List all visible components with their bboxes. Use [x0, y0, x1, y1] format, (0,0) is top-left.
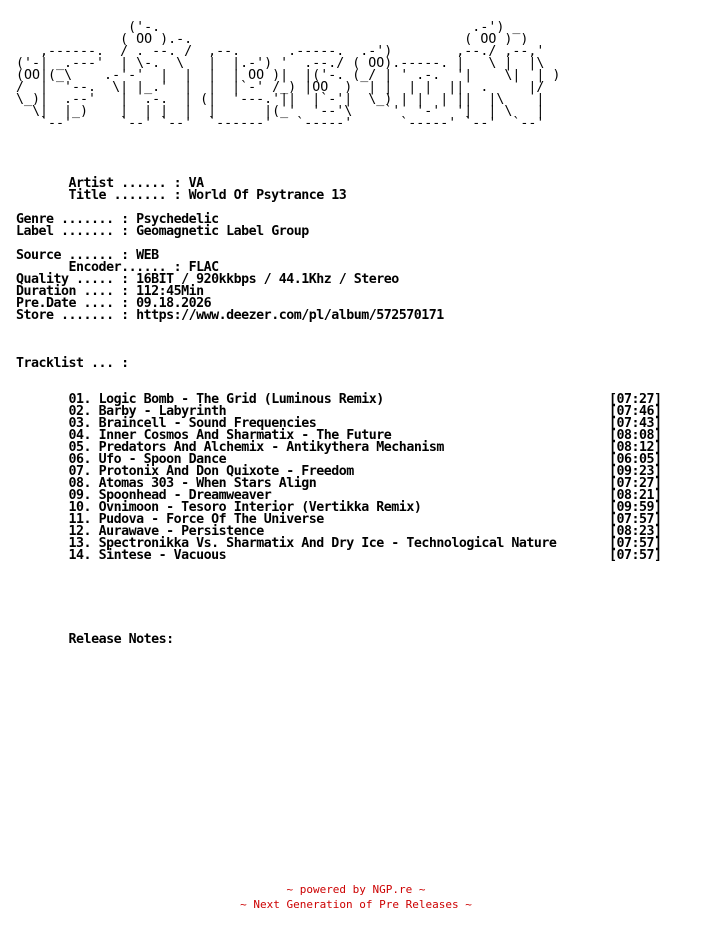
- track-number: 10.: [68, 500, 92, 515]
- track-duration: [07:43]: [608, 416, 662, 431]
- track-number: 02.: [68, 404, 92, 419]
- nfo-document: [16, 22, 662, 646]
- logo-line: \| |_) | | | | | |(_' '--'\ `' '-' '| | \ |: [16, 104, 545, 119]
- track-title: Protonix And Don Quixote - Freedom: [98, 464, 354, 479]
- duration-value: 112:45Min: [136, 284, 204, 299]
- quality-value: 16BIT / 920kkbps / 44.1Khz / Stereo: [136, 272, 399, 287]
- store-label: Store ....... :: [16, 308, 137, 323]
- track-title: Pudova - Force Of The Universe: [98, 512, 324, 527]
- ascii-logo: [16, 22, 662, 130]
- track-duration: [07:57]: [608, 512, 662, 527]
- track-number: 08.: [68, 476, 92, 491]
- track-number: 13.: [68, 536, 92, 551]
- track-title: Spectronikka Vs. Sharmatix And Dry Ice - Technological Nature: [98, 536, 557, 551]
- track-number: 09.: [68, 488, 92, 503]
- track-number: 01.: [68, 392, 92, 407]
- track-duration: [07:46]: [608, 404, 662, 419]
- track-title: Barby - Labyrinth: [98, 404, 227, 419]
- track-row: [16, 550, 662, 562]
- track-title: Aurawave - Persistence: [98, 524, 264, 539]
- logo-line: ('-| _.---' | \-. \ | |.-') ' .--./ ( OO).-----. | \ | |\: [16, 56, 545, 71]
- logo-line: ('-. .-') _: [16, 20, 521, 35]
- genre-value: Psychedelic: [136, 212, 219, 227]
- track-number: 06.: [68, 452, 92, 467]
- track-duration: [08:08]: [608, 428, 662, 443]
- artist-value: VA: [188, 176, 204, 191]
- track-number: 11.: [68, 512, 92, 527]
- track-number: 03.: [68, 416, 92, 431]
- track-title: Spoonhead - Dreamweaver: [98, 488, 272, 503]
- logo-line: / | '--. \| |_.' | | |`-' /_) |OO ) | | | | || . |/: [16, 80, 545, 95]
- source-value: WEB: [136, 248, 159, 263]
- release-info: [16, 178, 662, 322]
- predate-label: Pre.Date .... :: [16, 296, 137, 311]
- track-duration: [07:57]: [608, 548, 662, 563]
- artist-label: Artist ...... :: [16, 176, 189, 191]
- source-label: Source ...... :: [16, 248, 137, 263]
- label-value: Geomagnetic Label Group: [136, 224, 309, 239]
- powered-by-text: ~ powered by NGP.re ~: [286, 883, 426, 896]
- logo-line: `--' `--' `--' `------' `-----' `-----' `--' `--': [16, 116, 545, 131]
- footer: [0, 882, 712, 927]
- encoder-label: Encoder...... :: [16, 260, 189, 275]
- track-duration: [07:57]: [608, 536, 662, 551]
- track-number: 07.: [68, 464, 92, 479]
- track-duration: [09:23]: [608, 464, 662, 479]
- track-duration: [07:27]: [608, 476, 662, 491]
- track-title: Sintese - Vacuous: [98, 548, 227, 563]
- duration-label: Duration .... :: [16, 284, 137, 299]
- label-label: Label ....... :: [16, 224, 137, 239]
- logo-line: ( OO ).-. ( OO ) ): [16, 32, 529, 47]
- logo-line: \_)| .--' | .-. | (| '---.'|| |`-'| \_) | | | || |\ |: [16, 92, 545, 107]
- track-title: Ovnimoon - Tesoro Interior (Vertikka Remix): [98, 500, 422, 515]
- track-number: 14.: [68, 548, 92, 563]
- genre-label: Genre ....... :: [16, 212, 137, 227]
- logo-line: ,------. / . --. / ,--. .-----. .-') ,--./ ,--,': [16, 44, 545, 59]
- title-row: [16, 190, 662, 202]
- quality-label: Quality ..... :: [16, 272, 137, 287]
- store-value: https://www.deezer.com/pl/album/572570171: [136, 308, 444, 323]
- encoder-value: FLAC: [188, 260, 219, 275]
- track-duration: [08:12]: [608, 440, 662, 455]
- track-duration: [07:27]: [608, 392, 662, 407]
- track-title: Atomas 303 - When Stars Align: [98, 476, 317, 491]
- track-duration: [06:05]: [608, 452, 662, 467]
- track-title: Logic Bomb - The Grid (Luminous Remix): [98, 392, 384, 407]
- tracklist-heading: Tracklist ... :: [16, 356, 129, 371]
- tracklist: [16, 394, 662, 562]
- track-number: 05.: [68, 440, 92, 455]
- track-duration: [09:59]: [608, 500, 662, 515]
- title-label: Title ....... :: [16, 188, 189, 203]
- track-number: 12.: [68, 524, 92, 539]
- track-title: Ufo - Spoon Dance: [98, 452, 227, 467]
- store-row: [16, 310, 662, 322]
- track-title: Inner Cosmos And Sharmatix - The Future: [98, 428, 392, 443]
- track-title: Braincell - Sound Frequencies: [98, 416, 317, 431]
- title-value: World Of Psytrance 13: [188, 188, 347, 203]
- track-duration: [08:23]: [608, 524, 662, 539]
- label-row: [16, 226, 662, 238]
- logo-line: (OO|(_\ .-'-' | | | | OO )| |('-. (_/ | ' .-. '| \| | ): [16, 68, 561, 83]
- release-notes-heading: Release Notes:: [68, 632, 174, 647]
- track-number: 04.: [68, 428, 92, 443]
- track-duration: [08:21]: [608, 488, 662, 503]
- predate-value: 09.18.2026: [136, 296, 212, 311]
- track-title: Predators And Alchemix - Antikythera Mechanism: [98, 440, 444, 455]
- tagline-text: ~ Next Generation of Pre Releases ~: [240, 898, 472, 911]
